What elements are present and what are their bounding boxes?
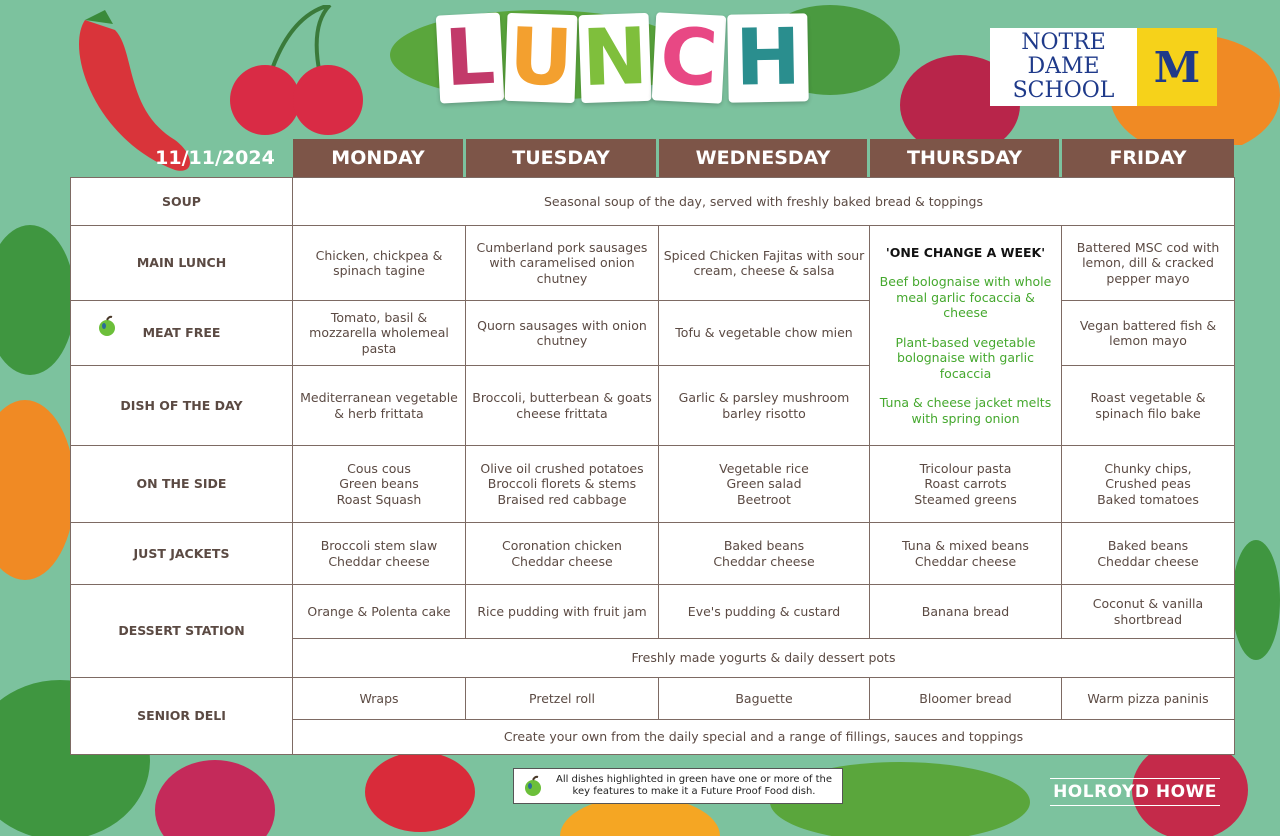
- radish-illustration: [150, 750, 280, 836]
- main-lunch-friday: Battered MSC cod with lemon, dill & cracked pepper mayo: [1062, 226, 1235, 301]
- meat-free-friday: Vegan battered fish & lemon mayo: [1062, 301, 1235, 366]
- dessert-thursday: Banana bread: [870, 585, 1062, 639]
- on-the-side-tuesday: [466, 446, 659, 523]
- jacket-item: Tuna & mixed beans: [902, 538, 1029, 553]
- dish-of-day-wednesday: Garlic & parsley mushroom barley risotto: [659, 366, 870, 446]
- meat-free-monday: Tomato, basil & mozzarella wholemeal pasta: [293, 301, 466, 366]
- dessert-monday: Orange & Polenta cake: [293, 585, 466, 639]
- on-the-side-wednesday: [659, 446, 870, 523]
- school-logo: [990, 28, 1217, 106]
- jacket-item: Cheddar cheese: [914, 553, 1017, 569]
- side-item: Tricolour pasta: [919, 460, 1012, 476]
- row-label-on-the-side: ON THE SIDE: [71, 446, 293, 523]
- meat-free-wednesday: Tofu & vegetable chow mien: [659, 301, 870, 366]
- future-proof-legend: [513, 768, 843, 804]
- title-letter: C: [652, 12, 727, 104]
- deli-all-week: Create your own from the daily special and a range of fillings, sauces and toppings: [293, 720, 1235, 755]
- on-the-side-monday: [293, 446, 466, 523]
- deli-monday: Wraps: [293, 678, 466, 720]
- side-item: Baked tomatoes: [1097, 491, 1199, 507]
- table-row: [71, 446, 1235, 523]
- day-header-tuesday: TUESDAY: [466, 139, 656, 177]
- row-label-dish-of-the-day: DISH OF THE DAY: [71, 366, 293, 446]
- dessert-wednesday: Eve's pudding & custard: [659, 585, 870, 639]
- school-logo-line: SCHOOL: [1012, 78, 1115, 103]
- school-crest-icon: M: [1137, 28, 1217, 106]
- deli-tuesday: Pretzel roll: [466, 678, 659, 720]
- leafy-greens-left-illustration: [0, 225, 75, 375]
- on-the-side-thursday: [870, 446, 1062, 523]
- day-header-friday: FRIDAY: [1062, 139, 1234, 177]
- row-label-dessert-station: DESSERT STATION: [71, 585, 293, 678]
- jacket-item: Cheddar cheese: [713, 553, 815, 569]
- row-label-soup: SOUP: [71, 178, 293, 226]
- side-item: Crushed peas: [1105, 476, 1191, 492]
- cherries-illustration: [210, 5, 370, 135]
- side-item: Roast Squash: [336, 491, 422, 507]
- school-logo-line: DAME: [1027, 54, 1100, 79]
- day-header-monday: MONDAY: [293, 139, 463, 177]
- menu-table: [70, 177, 1235, 755]
- thursday-special-item: Tuna & cheese jacket melts with spring onion: [879, 395, 1052, 426]
- jacket-item: Cheddar cheese: [511, 553, 613, 569]
- greens-right-illustration: [1232, 540, 1280, 660]
- side-item: Green salad: [726, 476, 802, 492]
- table-row: [71, 226, 1235, 301]
- title-letter: H: [727, 13, 809, 102]
- side-item: Green beans: [339, 476, 419, 492]
- thursday-special-cell: [870, 226, 1062, 446]
- side-item: Vegetable rice: [719, 460, 809, 476]
- main-lunch-wednesday: Spiced Chicken Fajitas with sour cream, cheese & salsa: [659, 226, 870, 301]
- jackets-monday: [293, 523, 466, 585]
- dessert-all-week: Freshly made yogurts & daily dessert pots: [293, 639, 1235, 678]
- jackets-thursday: [870, 523, 1062, 585]
- jacket-item: Baked beans: [1107, 538, 1189, 553]
- main-lunch-monday: Chicken, chickpea & spinach tagine: [293, 226, 466, 301]
- thursday-special-item: Plant-based vegetable bolognaise with garlic focaccia: [895, 334, 1036, 381]
- jacket-item: Cheddar cheese: [1097, 553, 1199, 569]
- table-row: [71, 678, 1235, 720]
- side-item: Roast carrots: [924, 476, 1007, 492]
- holroyd-howe-logo: [1050, 778, 1220, 806]
- thursday-special-item: Beef bolognaise with whole meal garlic focaccia & cheese: [879, 274, 1052, 321]
- holroyd-howe-wordmark: HOLROYD HOWE: [1053, 782, 1217, 802]
- menu-date: 11/11/2024: [155, 147, 275, 169]
- orange-pepper-illustration-left: [0, 400, 75, 580]
- school-logo-line: NOTRE: [1021, 30, 1106, 55]
- day-header-wednesday: WEDNESDAY: [659, 139, 867, 177]
- table-row: [71, 585, 1235, 639]
- dish-of-day-monday: Mediterranean vegetable & herb frittata: [293, 366, 466, 446]
- meat-free-label-wrap: [74, 325, 289, 341]
- table-row: [71, 523, 1235, 585]
- dish-of-day-friday: Roast vegetable & spinach filo bake: [1062, 366, 1235, 446]
- row-label-just-jackets: JUST JACKETS: [71, 523, 293, 585]
- jackets-wednesday: [659, 523, 870, 585]
- lunch-title: [438, 11, 808, 114]
- deli-wednesday: Baguette: [659, 678, 870, 720]
- title-letter: N: [578, 13, 651, 103]
- day-header-thursday: THURSDAY: [870, 139, 1059, 177]
- main-lunch-tuesday: Cumberland pork sausages with caramelised onion chutney: [466, 226, 659, 301]
- side-item: Steamed greens: [914, 491, 1017, 507]
- side-item: Broccoli florets & stems: [487, 476, 637, 492]
- title-letter: L: [436, 12, 505, 103]
- jacket-item: Broccoli stem slaw: [320, 538, 438, 553]
- jackets-tuesday: [466, 523, 659, 585]
- on-the-side-friday: [1062, 446, 1235, 523]
- jacket-item: Coronation chicken: [502, 538, 622, 553]
- school-logo-text: [990, 28, 1137, 106]
- jackets-friday: [1062, 523, 1235, 585]
- legend-text: All dishes highlighted in green have one or more of the key features to make it a Future Proof Food dish.: [555, 774, 832, 797]
- jacket-item: Baked beans: [723, 538, 805, 553]
- dish-of-day-tuesday: Broccoli, butterbean & goats cheese frittata: [466, 366, 659, 446]
- deli-friday: Warm pizza paninis: [1062, 678, 1235, 720]
- row-label-meat-free-cell: [71, 301, 293, 366]
- green-apple-icon: [522, 775, 544, 797]
- soup-all-week: Seasonal soup of the day, served with freshly baked bread & toppings: [293, 178, 1235, 226]
- strawberry-illustration: [360, 752, 480, 836]
- row-label-meat-free: MEAT FREE: [142, 325, 221, 341]
- table-row: [71, 178, 1235, 226]
- row-label-main-lunch: MAIN LUNCH: [71, 226, 293, 301]
- green-apple-icon: [96, 315, 118, 337]
- side-item: Beetroot: [737, 491, 791, 507]
- dessert-friday: Coconut & vanilla shortbread: [1062, 585, 1235, 639]
- side-item: Braised red cabbage: [497, 491, 627, 507]
- jacket-item: Cheddar cheese: [328, 553, 430, 569]
- row-label-senior-deli: SENIOR DELI: [71, 678, 293, 755]
- dessert-tuesday: Rice pudding with fruit jam: [466, 585, 659, 639]
- side-item: Chunky chips,: [1104, 460, 1192, 476]
- thursday-special-heading: 'ONE CHANGE A WEEK': [885, 244, 1046, 260]
- side-item: Olive oil crushed potatoes: [480, 460, 644, 476]
- deli-thursday: Bloomer bread: [870, 678, 1062, 720]
- meat-free-tuesday: Quorn sausages with onion chutney: [466, 301, 659, 366]
- title-letter: U: [504, 13, 577, 103]
- side-item: Cous cous: [347, 460, 411, 476]
